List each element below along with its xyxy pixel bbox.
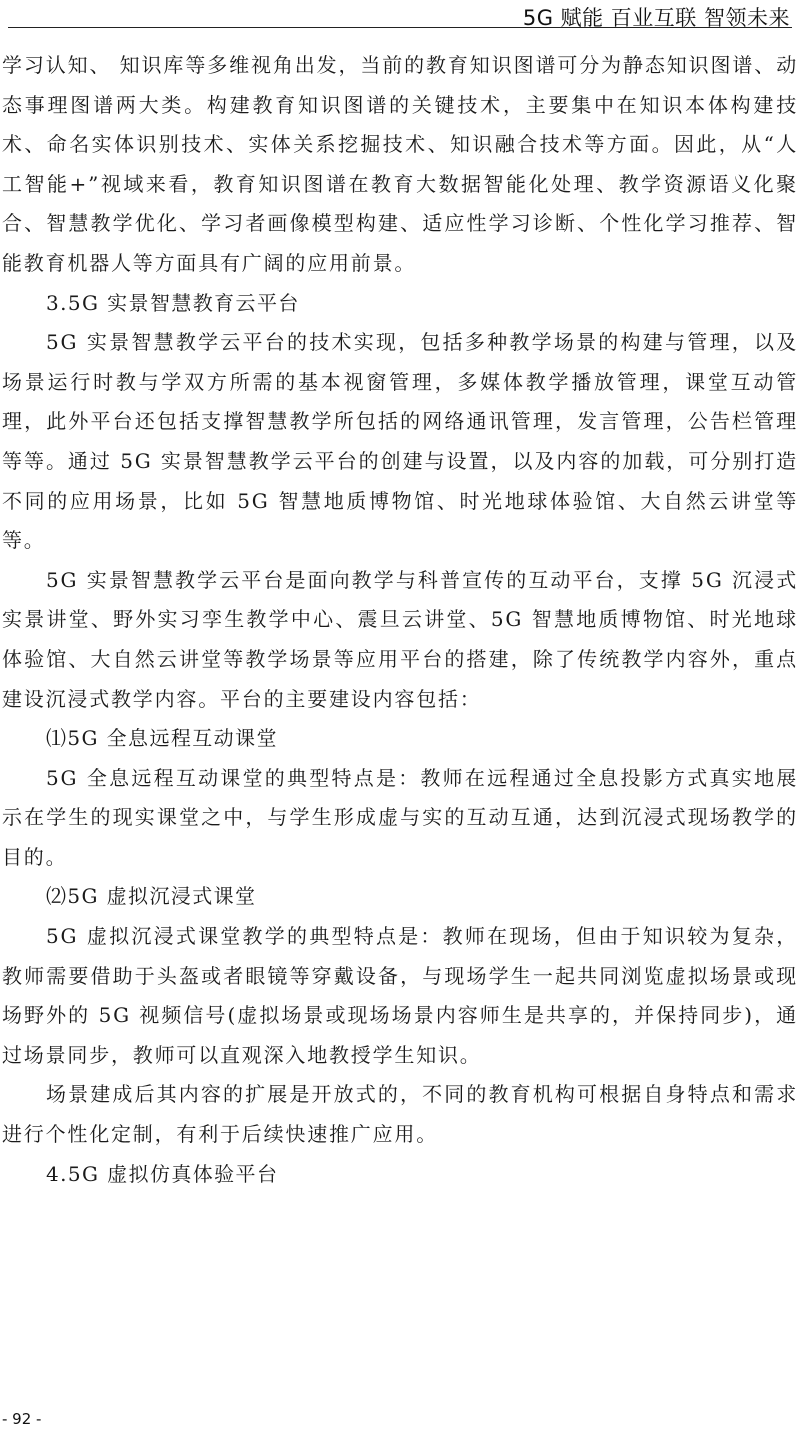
header-title: 5G 赋能 百业互联 智领未来 xyxy=(522,6,790,30)
page-number: - 92 - xyxy=(2,1410,42,1428)
subheading-holographic-classroom: ⑴5G 全息远程互动课堂 xyxy=(46,726,278,751)
header-rule xyxy=(8,27,792,28)
paragraph-holographic-classroom: 5G 全息远程互动课堂的典型特点是：教师在远程通过全息投影方式真实地展示在学生的现实课堂之中，与学生形成虚与实的互动互通，达到沉浸式现场教学的目的。 xyxy=(2,765,798,869)
section-heading-cloud-platform: 3.5G 实景智慧教育云平台 xyxy=(46,290,300,315)
paragraph-platform-technology: 5G 实景智慧教学云平台的技术实现，包括多种教学场景的构建与管理，以及场景运行时教与学双方所需的基本视窗管理，多媒体教学播放管理，课堂互动管理，此外平台还包括支撑智慧教学所包括的网络通讯管理，发言管理，公告栏管理等等。通过 5G 实景智慧教学云平台的创建与设置，以及内容的加载，可分别打造不同的应用场景，比如 5G 智慧地质博物馆、时光地球体验馆、大自然云讲堂等等。 xyxy=(2,330,798,553)
paragraph-platform-overview: 5G 实景智慧教学云平台是面向教学与科普宣传的互动平台，支撑 5G 沉浸式实景讲堂、野外实习孪生教学中心、震旦云讲堂、5G 智慧地质博物馆、时光地球体验馆、大自然云讲堂等教学场景等应用平台的搭建，除了传统教学内容外，重点建设沉浸式教学内容。平台的主要建设内容包括： xyxy=(2,567,798,711)
paragraph-knowledge-graph: 学习认知、 知识库等多维视角出发，当前的教育知识图谱可分为静态知识图谱、动态事理图谱两大类。构建教育知识图谱的关键技术，主要集中在知识本体构建技术、命名实体识别技术、实体关系挖掘技术、知识融合技术等方面。因此，从“人工智能+”视域来看，教育知识图谱在教育大数据智能化处理、教学资源语义化聚合、智慧教学优化、学习者画像模型构建、适应性学习诊断、个性化学习推荐、智能教育机器人等方面具有广阔的应用前景。 xyxy=(2,53,798,275)
page-header xyxy=(0,0,800,30)
page-body xyxy=(2,46,798,1194)
paragraph-scene-extension: 场景建成后其内容的扩展是开放式的，不同的教育机构可根据自身特点和需求进行个性化定制，有利于后续快速推广应用。 xyxy=(2,1082,798,1147)
section-heading-simulation-platform: 4.5G 虚拟仿真体验平台 xyxy=(46,1161,279,1186)
paragraph-virtual-classroom: 5G 虚拟沉浸式课堂教学的典型特点是：教师在现场，但由于知识较为复杂，教师需要借助于头盔或者眼镜等穿戴设备，与现场学生一起共同浏览虚拟场景或现场野外的 5G 视频信号(虚拟场景或现场场景内容师生是共享的，并保持同步)，通过场景同步，教师可以直观深入地教授学生知识。 xyxy=(2,924,798,1067)
subheading-virtual-classroom: ⑵5G 虚拟沉浸式课堂 xyxy=(46,884,257,909)
